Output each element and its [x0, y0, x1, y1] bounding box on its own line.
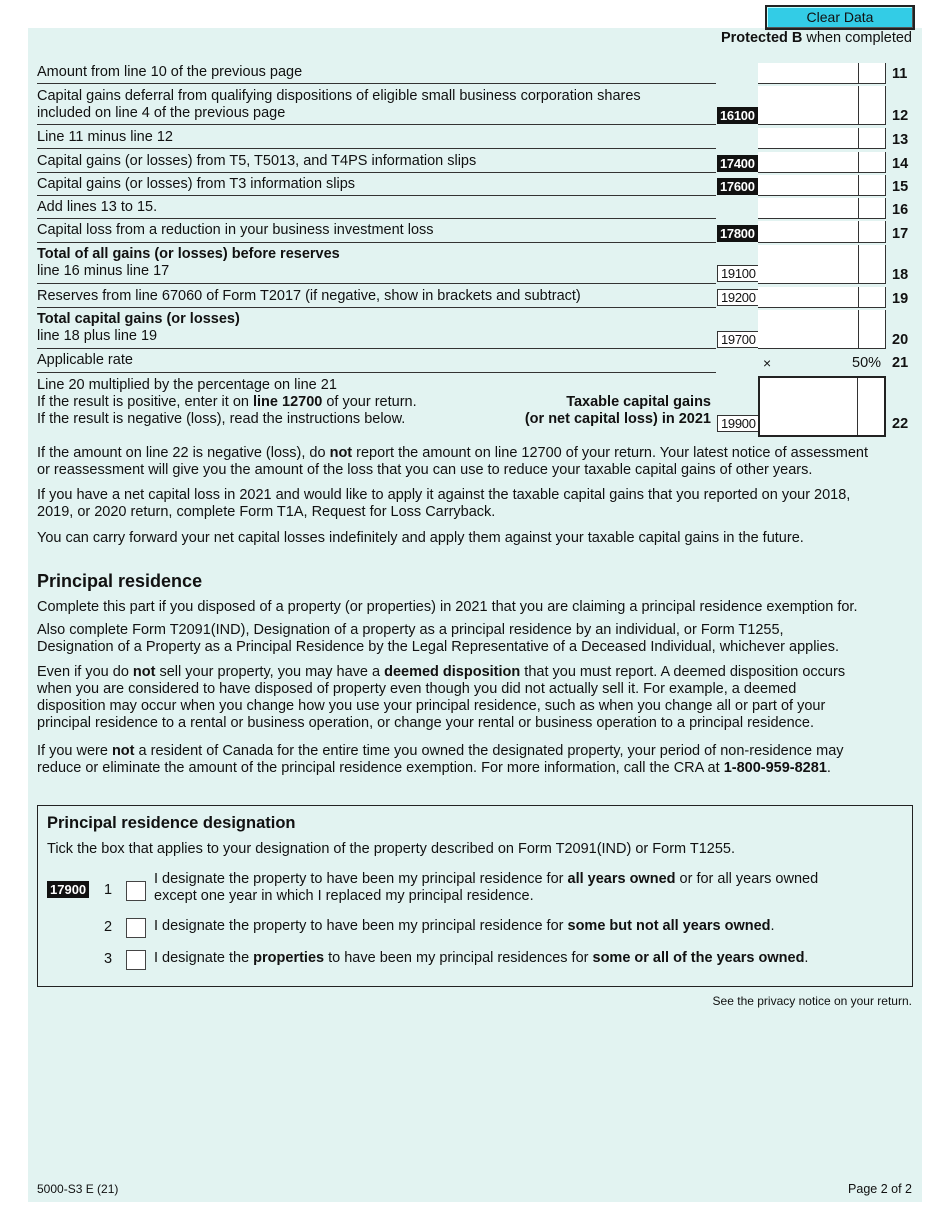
paragraph-loss-info: If the amount on line 22 is negative (loss), do not report the amount on line 12700 of your return. Your latest notice of assessment or reassessment will give you the amount of the loss that you can use to reduce your taxable capital gains of other years.	[37, 445, 869, 478]
line-21-row: Applicable rate × 50% 21	[37, 352, 909, 371]
form-identifier: 5000-S3 E (21)	[37, 1182, 119, 1196]
line-17-input[interactable]	[758, 221, 886, 243]
paragraph-carry-forward: You can carry forward your net capital losses indefinitely and apply them against your taxable capital gains in the future.	[37, 530, 804, 546]
paragraph-principal-4: If you were not a resident of Canada for the entire time you owned the designated property, your period of non-residence may reduce or eliminate the amount of the principal residence exemption. For more information, call the CRA at 1-800-959-8281.	[37, 743, 844, 776]
designation-heading: Principal residence designation	[47, 814, 296, 832]
code-16100: 16100	[717, 107, 758, 124]
paragraph-principal-2: Also complete Form T2091(IND), Designation of a property as a principal residence by an individual, or Form T1255, Designation of a Property as a Principal Residence by the Legal Representative of a Deceased Individual, whichever applies.	[37, 622, 839, 655]
line-19-input[interactable]	[758, 287, 886, 308]
line-13-input[interactable]	[758, 128, 886, 149]
line-18-row: Total of all gains (or losses) before reserves line 16 minus line 17 19100 18	[37, 246, 909, 283]
code-19100: 19100	[717, 265, 760, 282]
line-14-row: Capital gains (or losses) from T5, T5013, and T4PS information slips 17400 14	[37, 153, 909, 172]
designation-checkbox-1[interactable]	[126, 881, 146, 901]
code-17400: 17400	[717, 155, 758, 172]
principal-residence-designation-box: Principal residence designation Tick the box that applies to your designation of the property described on Form T2091(IND) or Form T1255. 17900 1 I designate the property to have been my principal residence for all years owned or for all years owned except one year in which I replaced my principal residence. 2 I designate the property to have been my principal residence for some but not all years owned. 3 I designate the properties to have been my principal residences for some or all of the years owned.	[37, 805, 913, 987]
paragraph-principal-1: Complete this part if you disposed of a property (or properties) in 2021 that you are claiming a principal residence exemption for.	[37, 599, 858, 615]
principal-residence-heading: Principal residence	[37, 571, 203, 591]
line-11-row: Amount from line 10 of the previous page 11	[37, 64, 908, 82]
code-19900: 19900	[717, 415, 760, 432]
line-12-input[interactable]	[758, 86, 886, 125]
code-17600: 17600	[717, 178, 758, 195]
clear-data-button[interactable]: Clear Data	[765, 5, 915, 30]
line-20-row: Total capital gains (or losses) line 18 plus line 19 19700 20	[37, 311, 909, 348]
line-17-row: Capital loss from a reduction in your business investment loss 17800 17	[37, 222, 909, 242]
line-18-input[interactable]	[758, 245, 886, 284]
code-17800: 17800	[717, 225, 758, 242]
line-16-input[interactable]	[758, 198, 886, 219]
line-22-input[interactable]	[758, 376, 886, 437]
code-19700: 19700	[717, 331, 760, 348]
line-19-row: Reserves from line 67060 of Form T2017 (if negative, show in brackets and subtract) 19200 19	[37, 288, 909, 307]
line-15-row: Capital gains (or losses) from T3 information slips 17600 15	[37, 176, 909, 195]
designation-instruction: Tick the box that applies to your designation of the property described on Form T2091(IND) or Form T1255.	[47, 841, 736, 857]
line-22-row: Line 20 multiplied by the percentage on line 21 If the result is positive, enter it on line 12700 of your return. If the result is negative (loss), read the instructions below. Taxable capital gains (or net capital loss) in 2021 19900 22	[37, 376, 913, 434]
line-12-row: Capital gains deferral from qualifying dispositions of eligible small business corporation shares included on line 4 of the previous page 16100 12	[37, 88, 909, 124]
line-11-input[interactable]	[758, 63, 886, 84]
paragraph-principal-3: Even if you do not sell your property, you may have a deemed disposition that you must report. A deemed disposition occurs when you are considered to have disposed of property even though you did not actually sell it. For example, a deemed disposition may occur when you change how you use your principal residence, such as when you change all or part of your principal residence to a rental or business operation, or change your rental or business operation to a principal residence.	[37, 664, 846, 731]
protected-b-notice: Protected B when completed	[720, 30, 912, 46]
paragraph-carryback: If you have a net capital loss in 2021 and would like to apply it against the taxable capital gains that you reported on your 2018, 2019, or 2020 return, complete Form T1A, Request for Loss Carryback.	[37, 487, 851, 520]
code-19200: 19200	[717, 289, 760, 306]
designation-checkbox-2[interactable]	[126, 918, 146, 938]
page-number: Page 2 of 2	[848, 1182, 912, 1196]
line-14-input[interactable]	[758, 152, 886, 173]
privacy-notice: See the privacy notice on your return.	[712, 994, 912, 1008]
designation-checkbox-3[interactable]	[126, 950, 146, 970]
line-13-row: Line 11 minus line 12 13	[37, 129, 909, 148]
line-16-row: Add lines 13 to 15. 16	[37, 199, 909, 218]
applicable-rate: 50%	[852, 355, 882, 371]
code-17900: 17900	[47, 881, 89, 898]
line-20-input[interactable]	[758, 310, 886, 349]
line-15-input[interactable]	[758, 175, 886, 196]
net-capital-loss-label: (or net capital loss) in 2021	[524, 411, 711, 427]
taxable-capital-gains-label: Taxable capital gains	[566, 394, 711, 410]
